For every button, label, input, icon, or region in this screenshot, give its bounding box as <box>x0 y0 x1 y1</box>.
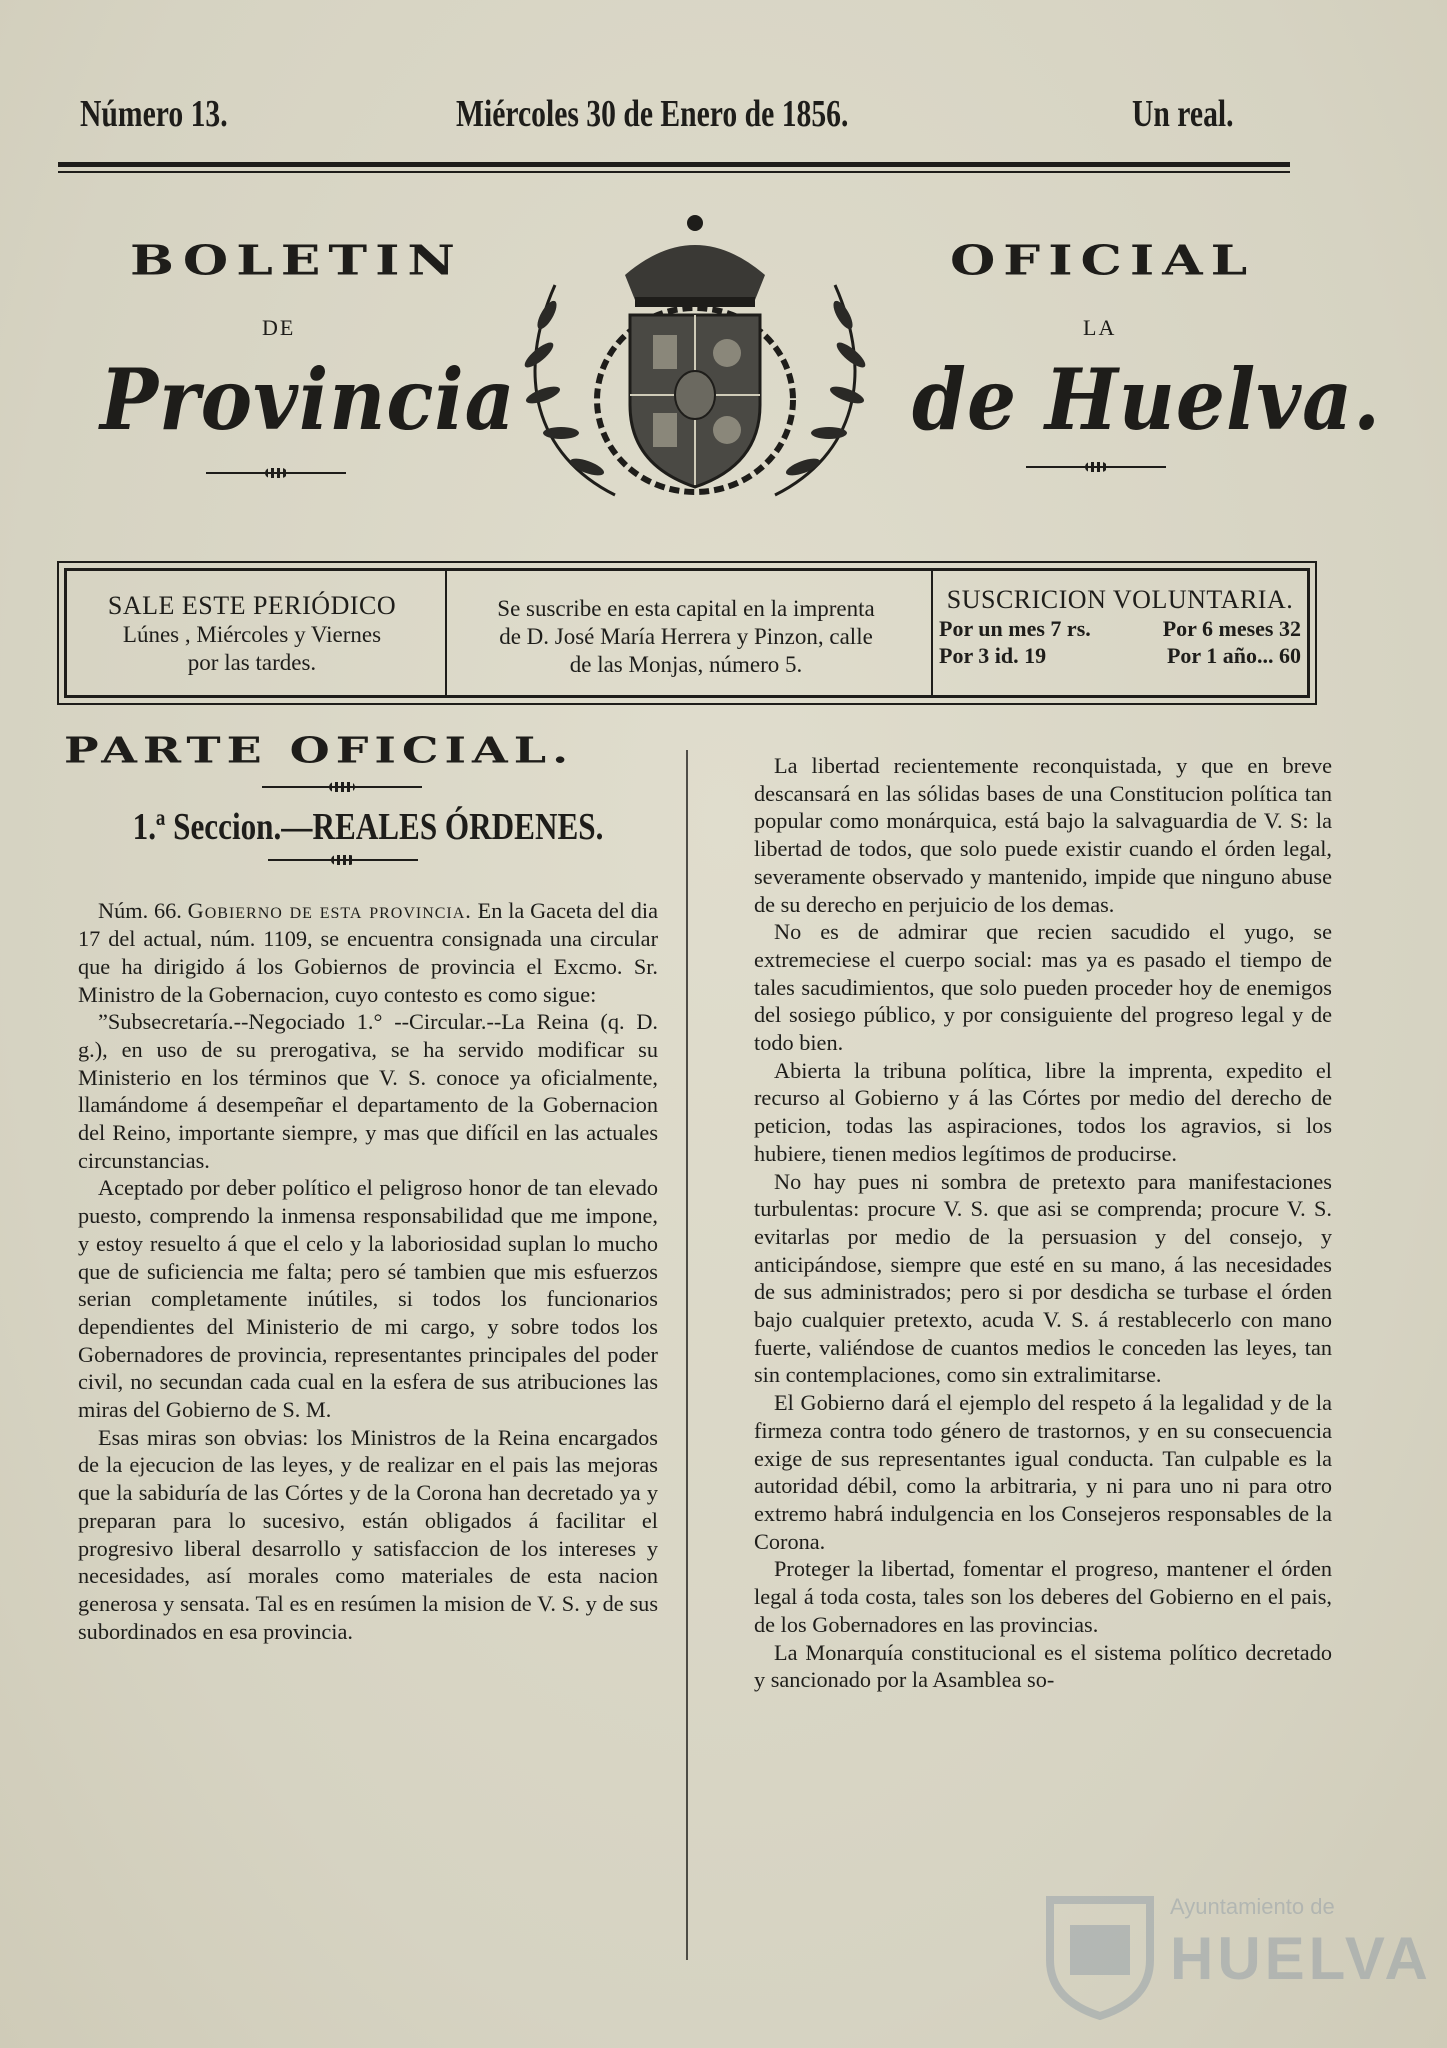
paragraph: Aceptado por deber político el peligroso honor de tan elevado puesto, comprendo la inmensa responsabilidad que me impone, y estoy resuelto á que el celo y la laboriosidad suplan lo mucho que de suficiencia me falta; pero sé tambien que mis esfuerzos serian completamente inútiles, si todos los funcionarios dependientes del Ministerio de mi cargo, y sobre todos los Gobernadores de provincia, representantes principales del poder civil, no secundan cada cual en la esfera de sus atribuciones las miras del Gobierno de S. M. <box>78 1175 658 1423</box>
subscription-location <box>445 571 925 695</box>
paragraph: La libertad recientemente reconquistada, y que en breve descansará en las sólidas bases de una Constitucion política tan popular como monárquica, está bajo la salvaguardia de V. S: la libertad de todos, que solo puede existir cuando el órden legal, severamente observado y mantenido, impide que ninguno abuse de su derecho en perjuicio de los demas. <box>754 753 1332 917</box>
paragraph: Esas miras son obvias: los Ministros de la Reina encargados de la ejecucion de las leyes, y de realizar en el pais las mejoras que la sabiduría de las Córtes y de la Corona han decretado ya y preparan para lo sucesivo, están obligados á facilitar el progresivo liberal desarrollo y satisfaccion de los intereses y necesidades, así morales como materiales de esta nacion generosa y sensata. Tal es en resúmen la mision de V. S. y de sus subordinados en esa provincia. <box>78 1424 658 1644</box>
masthead-la: LA <box>1083 315 1117 340</box>
archive-watermark <box>1040 1880 1432 2020</box>
issue-header <box>80 92 1260 142</box>
schedule-title: SALE ESTE PERIÓDICO <box>107 591 397 620</box>
issue-date: Miércoles 30 de Enero de 1856. <box>456 93 849 135</box>
publication-schedule <box>67 571 437 695</box>
rate-row-2 <box>933 642 1307 669</box>
rates-title: SUSCRICION VOLUNTARIA. <box>946 585 1294 614</box>
schedule-days: Lúnes , Miércoles y Viernes <box>122 622 382 647</box>
rate-year: Por 1 año... 60 <box>1166 643 1301 668</box>
paragraph: El Gobierno dará el ejemplo del respeto á la legalidad y de la firmeza contra todo género de trastornos, y en su consecuencia exige de sus representantes igual conducta. Tan culpable es la autoridad débil, como la arbitraria, y ni para uno ni para otro extremo habrá indulgencia en los Consejeros responsables de la Corona. <box>754 1390 1332 1554</box>
subscription-rates <box>931 571 1307 695</box>
paragraph: ”Subsecretaría.--Negociado 1.° --Circular.--La Reina (q. D. g.), en uso de su prerogativa, se ha servido modificar su Ministerio en los términos que V. S. conoce ya oficialmente, llamándome á desempeñar el departamento de la Gobernacion del Reino, importante siempre, y mas que difícil en las actuales circunstancias. <box>78 1009 658 1173</box>
paragraph: Abierta la tribuna política, libre la imprenta, expedito el recurso al Gobierno y á las Córtes por medio del derecho de peticion, todas las aspiraciones, todos los agravios, si los hubiere, tienen medios legítimos de producirse. <box>754 1057 1332 1166</box>
subsection-ornament <box>268 855 418 865</box>
masthead-ornament-left <box>206 468 346 478</box>
subscription-box <box>64 568 1310 698</box>
rate-month: Por un mes 7 rs. <box>939 616 1091 641</box>
rate-3-months: Por 3 id. 19 <box>939 643 1047 668</box>
watermark-line-2: HUELVA <box>1170 1925 1432 1992</box>
masthead-provincia: Provincia <box>100 350 516 449</box>
location-line-1: Se suscribe en esta capital en la imprenta <box>497 596 875 621</box>
location-line-3: de las Monjas, número 5. <box>569 652 803 677</box>
decree-number: Núm. 66. <box>98 898 182 924</box>
rate-row-1 <box>933 615 1307 642</box>
masthead-oficial: OFICIAL <box>950 236 1256 285</box>
rate-6-months: Por 6 meses 32 <box>1162 616 1301 641</box>
decree-intro: En la Gaceta del dia 17 del actual, núm. 1109, se encuentra consignada una circular que ha dirigido á los Gobiernos de provincia el Excmo. Sr. Ministro de la Gobernacion, cuyo contesto es como sigue: <box>78 898 658 1007</box>
left-column <box>64 729 658 1645</box>
watermark-shield-icon <box>1040 1880 1160 2020</box>
watermark-line-1: Ayuntamiento de <box>1170 1894 1335 1919</box>
issue-number: Número 13. <box>80 93 228 135</box>
decree-authority: Gobierno de esta provincia. <box>187 898 472 924</box>
right-column <box>754 752 1332 1694</box>
paragraph <box>78 897 658 1008</box>
issue-price: Un real. <box>1132 93 1234 135</box>
paragraph: La Monarquía constitucional es el sistema político decretado y sancionado por la Asamblea so- <box>754 1639 1332 1693</box>
header-rule <box>58 162 1290 174</box>
paragraph: Proteger la libertad, fomentar el progreso, mantener el órden legal á toda costa, tales son los deberes del Gobierno en el pais, de los Gobernadores en las provincias. <box>754 1556 1332 1637</box>
masthead-huelva: de Huelva. <box>912 350 1381 449</box>
section-ornament <box>262 782 422 792</box>
masthead-boletin: BOLETIN <box>130 236 463 285</box>
location-line-2: de D. José María Herrera y Pinzon, calle <box>499 624 873 649</box>
schedule-time: por las tardes. <box>187 650 317 675</box>
masthead-de: DE <box>262 315 296 340</box>
section-title: PARTE OFICIAL. <box>64 729 575 772</box>
column-divider <box>686 750 688 1960</box>
masthead-ornament-right <box>1026 462 1166 472</box>
paragraph: No hay pues ni sombra de pretexto para manifestaciones turbulentas: procure V. S. que asi se comprenda; procure V. S. evitarlas por medio de la persuasion y del consejo, y anticipándose, siempre que esté en su mano, á las necesidades de sus administrados; pero si por desdicha se turbase el órden bajo cualquier pretexto, acuda V. S. á restablecerlo con mano fuerte, valiéndose de cuantos medios le conceden las leyes, tan sin contemplaciones, como sin extralimitarse. <box>754 1168 1332 1388</box>
coat-of-arms-icon <box>495 205 895 505</box>
paragraph: No es de admirar que recien sacudido el yugo, se extremeciese el cuerpo social: mas ya es pasado el tiempo de tales sacudimientos, que solo pueden proceder hoy de enemigos del sosiego público, y por consiguiente del progreso legal y de todo bien. <box>754 919 1332 1056</box>
subsection-title: 1.ª Seccion.—REALES ÓRDENES. <box>132 805 604 848</box>
